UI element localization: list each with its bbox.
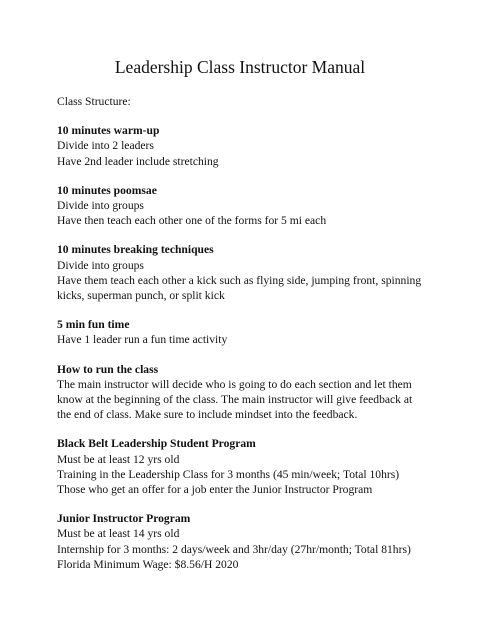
section-fun-time xyxy=(57,317,429,347)
section-heading: How to run the class xyxy=(57,362,159,376)
section-line: Have 2nd leader include stretching xyxy=(57,154,219,168)
section-poomsae xyxy=(57,183,429,229)
section-heading: Junior Instructor Program xyxy=(57,512,191,526)
section-junior-instructor-program xyxy=(57,511,429,572)
section-line: Have then teach each other one of the forms for 5 mi each xyxy=(57,214,327,228)
section-heading: 10 minutes warm-up xyxy=(57,124,160,138)
section-line: Must be at least 14 yrs old xyxy=(57,527,180,541)
section-warm-up xyxy=(57,123,429,169)
section-line: Have them teach each other a kick such as flying side, jumping front, spinning kicks, superman punch, or split kick xyxy=(57,273,422,303)
section-breaking-techniques xyxy=(57,242,429,303)
section-line: Those who get an offer for a job enter the Junior Instructor Program xyxy=(57,483,373,497)
section-line: Florida Minimum Wage: $8.56/H 2020 xyxy=(57,557,239,571)
section-line: Divide into groups xyxy=(57,258,144,272)
section-line: Have 1 leader run a fun time activity xyxy=(57,333,228,347)
section-line: The main instructor will decide who is going to do each section and let them know at the beginning of the class. The main instructor will give feedback at the end of class. Make sure to include mindset into the feedback. xyxy=(57,377,413,422)
document-title: Leadership Class Instructor Manual xyxy=(114,57,366,77)
class-structure-intro: Class Structure: xyxy=(57,95,131,108)
section-line: Training in the Leadership Class for 3 months (45 min/week; Total 10hrs) xyxy=(57,467,400,481)
section-how-to-run xyxy=(57,362,429,423)
document-body xyxy=(57,94,429,586)
section-line: Must be at least 12 yrs old xyxy=(57,452,180,466)
section-heading: 10 minutes breaking techniques xyxy=(57,243,214,257)
section-heading: 10 minutes poomsae xyxy=(57,183,157,197)
section-line: Internship for 3 months: 2 days/week and 3hr/day (27hr/month; Total 81hrs) xyxy=(57,542,411,556)
section-heading: Black Belt Leadership Student Program xyxy=(57,437,256,451)
section-line: Divide into 2 leaders xyxy=(57,139,154,153)
section-line: Divide into groups xyxy=(57,199,144,213)
section-black-belt-program xyxy=(57,436,429,497)
section-heading: 5 min fun time xyxy=(57,318,130,332)
